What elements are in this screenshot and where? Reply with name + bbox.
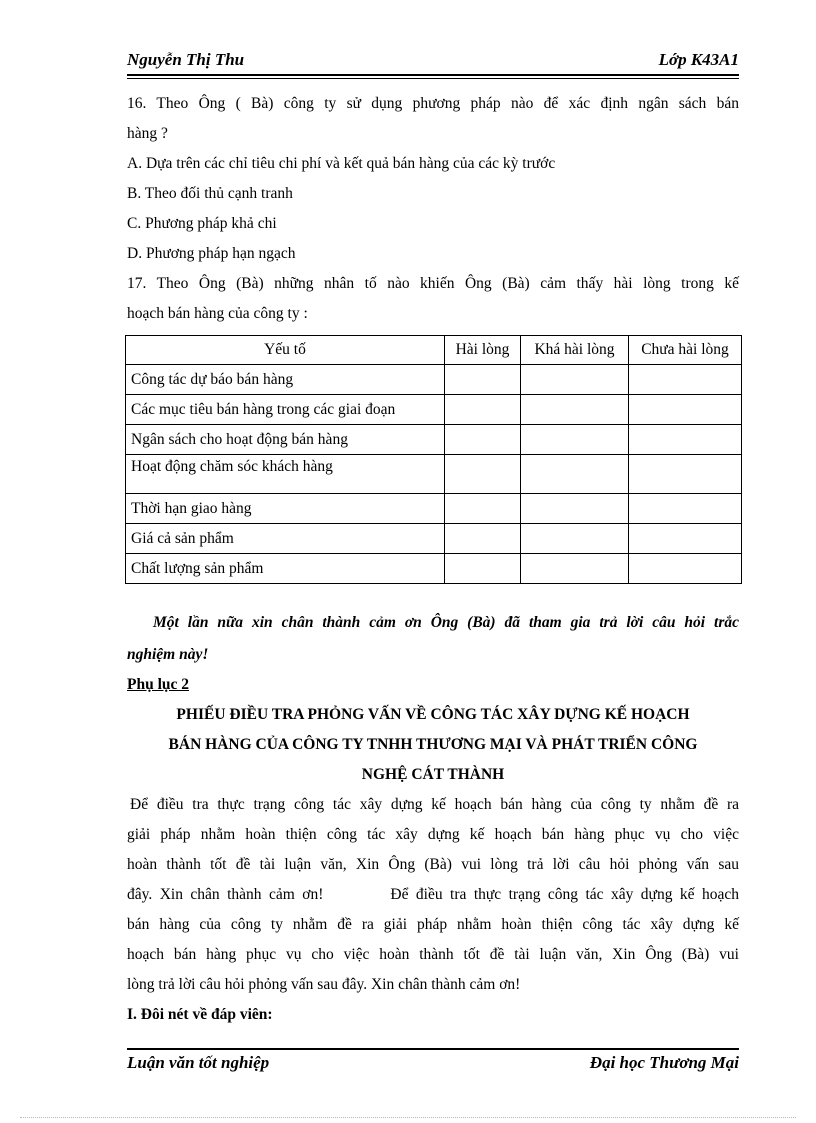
author-name: Nguyễn Thị Thu xyxy=(127,50,245,69)
footer-left: Luận văn tốt nghiệp xyxy=(127,1053,270,1072)
table-header-row xyxy=(126,336,742,365)
q17-line2: hoạch bán hàng của công ty : xyxy=(127,305,308,322)
check-cell[interactable] xyxy=(629,425,742,455)
check-cell[interactable] xyxy=(445,425,521,455)
table-row xyxy=(126,365,742,395)
check-cell[interactable] xyxy=(629,494,742,524)
check-cell[interactable] xyxy=(521,554,629,584)
check-cell[interactable] xyxy=(445,455,521,494)
appendix-label xyxy=(127,675,739,695)
check-cell[interactable] xyxy=(521,425,629,455)
q16-line2: hàng ? xyxy=(127,125,168,142)
appendix-title-2: BÁN HÀNG CỦA CÔNG TY TNHH THƯƠNG MẠI VÀ PHÁT TRIỂN CÔNG xyxy=(168,736,698,753)
check-cell[interactable] xyxy=(445,524,521,554)
check-cell[interactable] xyxy=(629,395,742,425)
header-not-satisfied: Chưa hài lòng xyxy=(629,336,742,365)
header-fairly-satisfied: Khá hài lòng xyxy=(521,336,629,365)
q17-line1: 17. Theo Ông (Bà) những nhân tố nào khiến Ông (Bà) cảm thấy hài lòng trong kế xyxy=(127,275,739,292)
intro-line: giải pháp nhằm hoàn thiện công tác xây dựng kế hoạch bán hàng phục vụ cho việc xyxy=(127,826,739,843)
check-cell[interactable] xyxy=(629,554,742,584)
q16-line1: 16. Theo Ông ( Bà) công ty sử dụng phương pháp nào để xác định ngân sách bán xyxy=(127,95,739,112)
check-cell[interactable] xyxy=(445,554,521,584)
footer-rule xyxy=(127,1048,739,1050)
intro-line: bán hàng của công ty nhằm đề ra giải pháp nhằm hoàn thiện công tác xây dựng kế xyxy=(127,916,739,933)
table-row xyxy=(126,524,742,554)
check-cell[interactable] xyxy=(629,365,742,395)
q16-option-b: B. Theo đối thủ cạnh tranh xyxy=(127,185,293,202)
check-cell[interactable] xyxy=(445,494,521,524)
q16-option-c: C. Phương pháp khả chi xyxy=(127,215,277,232)
intro-line: hoàn thành tốt đề tài luận văn, Xin Ông (Bà) vui lòng trả lời câu hỏi phỏng vấn sau xyxy=(127,856,739,873)
satisfaction-table xyxy=(125,335,742,584)
check-cell[interactable] xyxy=(521,365,629,395)
factor-cell: Giá cả sản phẩm xyxy=(126,524,445,554)
factor-cell: Công tác dự báo bán hàng xyxy=(126,365,445,395)
check-cell[interactable] xyxy=(521,494,629,524)
table-row xyxy=(126,554,742,584)
table-row xyxy=(126,395,742,425)
table-row xyxy=(126,455,742,494)
check-cell[interactable] xyxy=(629,455,742,494)
appendix-title-3: NGHỆ CÁT THÀNH xyxy=(361,766,505,783)
check-cell[interactable] xyxy=(445,365,521,395)
check-cell[interactable] xyxy=(521,455,629,494)
class-name: Lớp K43A1 xyxy=(658,50,739,69)
check-cell[interactable] xyxy=(629,524,742,554)
page-break-line xyxy=(20,1117,796,1118)
section-heading: I. Đôi nét về đáp viên: xyxy=(127,1006,273,1023)
page-header xyxy=(127,50,739,74)
intro-line: đây. Xin chân thành cảm ơn! Để điều tra thực trạng công tác xây dựng kế hoạch xyxy=(127,886,739,903)
table-row xyxy=(126,425,742,455)
check-cell[interactable] xyxy=(521,524,629,554)
factor-cell: Chất lượng sản phẩm xyxy=(126,554,445,584)
factor-cell: Các mục tiêu bán hàng trong các giai đoạn xyxy=(126,395,445,425)
header-satisfied: Hài lòng xyxy=(445,336,521,365)
header-factor: Yếu tố xyxy=(126,336,445,365)
check-cell[interactable] xyxy=(445,395,521,425)
appendix-title-1: PHIẾU ĐIỀU TRA PHỎNG VẤN VỀ CÔNG TÁC XÂY DỰNG KẾ HOẠCH xyxy=(176,706,690,723)
factor-cell: Ngân sách cho hoạt động bán hàng xyxy=(126,425,445,455)
factor-cell: Hoạt động chăm sóc khách hàng xyxy=(126,455,445,494)
check-cell[interactable] xyxy=(521,395,629,425)
q16-option-a: A. Dựa trên các chỉ tiêu chi phí và kết quả bán hàng của các kỳ trước xyxy=(127,155,556,172)
intro-line: Để điều tra thực trạng công tác xây dựng kế hoạch bán hàng của công ty nhằm đề ra xyxy=(130,796,739,813)
intro-line: hoạch bán hàng phục vụ cho việc hoàn thành tốt đề tài luận văn, Xin Ông (Bà) vui xyxy=(127,946,739,963)
table-row xyxy=(126,494,742,524)
footer-right: Đại học Thương Mại xyxy=(589,1053,739,1072)
factor-cell: Thời hạn giao hàng xyxy=(126,494,445,524)
appendix-label-text: Phụ lục 2 xyxy=(127,676,190,693)
header-rule xyxy=(127,74,739,79)
page-footer xyxy=(127,1053,739,1077)
thanks-line1: Một lần nữa xin chân thành cảm ơn Ông (Bà) đã tham gia trả lời câu hỏi trắc xyxy=(153,614,739,631)
intro-line: lòng trả lời câu hỏi phỏng vấn sau đây. Xin chân thành cảm ơn! xyxy=(127,976,521,993)
q16-option-d: D. Phương pháp hạn ngạch xyxy=(127,245,296,262)
thanks-line2: nghiệm này! xyxy=(127,646,209,663)
